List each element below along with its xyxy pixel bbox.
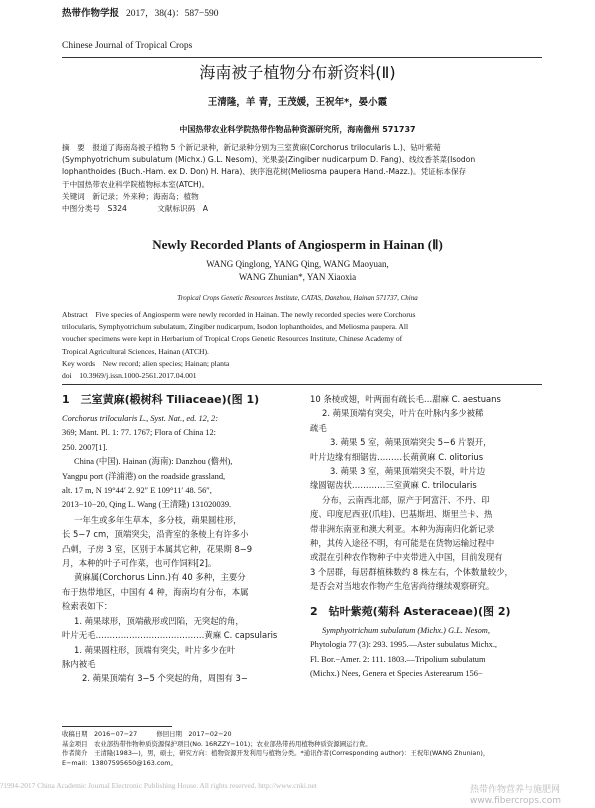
abstract-en-line: Tropical Agricultural Sciences, Hainan (ATCH). — [62, 346, 209, 356]
authors-en — [0, 258, 595, 284]
paper-title-en: Newly Recorded Plants of Angiosperm in Hainan (Ⅱ) — [152, 237, 443, 252]
key-line: 脉内被毛 — [62, 658, 96, 669]
key-line: 2. 蒴果顶端有突尖，叶片在叶脉内多少被稀 — [322, 408, 484, 419]
key-line: 3. 蒴果 5 室，蒴果顶端突尖 5−6 片裂开， — [330, 437, 492, 448]
key-line: 2. 蒴果顶端有 3−5 个突起的角，周围有 3− — [82, 673, 248, 684]
key-line: 叶片无毛…………………………………黄麻 C. capsularis — [62, 630, 278, 641]
left-column — [62, 392, 292, 686]
authors-cn: 王清隆，羊 青，王茂媛，王祝年*，晏小霞 — [207, 97, 388, 108]
body-line: 是否会对当地农作物产生危害尚待继续观察研究。 — [310, 581, 495, 592]
volume-pages: 2017，38(4)：587−590 — [126, 9, 219, 19]
footnote — [62, 730, 542, 768]
body-line: 一年生或多年生草本，多分枝，蒴果圆柱形， — [74, 514, 242, 525]
section-2-heading: 2 钻叶紫菀(菊科 Asteraceae)(图 2) — [310, 604, 511, 618]
watermark: 热带作物营养与施肥网 www.fibercrops.com — [470, 785, 561, 806]
affiliation-cn: 中国热带农业科学院热带作物品种资源研究所，海南儋州 571737 — [179, 125, 416, 134]
doi: doi 10.3969/j.issn.1000-2561.2017.04.001 — [62, 371, 197, 381]
abstract-cn-line: 摘 要 报道了海南岛被子植物 5 个新记录种，新记录种分别为三室黄麻(Corchorus trilocularis L.)、钻叶紫菀 — [62, 143, 441, 152]
body-line: China (中国). Hainan (海南): Danzhou (儋州), — [74, 457, 233, 467]
key-line: 10 条棱或翅，叶两面有疏长毛…甜麻 C. aestuans — [310, 394, 501, 404]
key-line: 1. 蒴果球形，顶端截形或凹陷，无突起的角， — [74, 615, 244, 626]
body-line: 2013−10−20, Qing L. Wang (王清隆) 131020039. — [62, 500, 232, 510]
body-line: Symphyotrichum subulatum (Michx.) G.L. Nesom, — [322, 625, 490, 635]
abstract-cn-line: (Symphyotrichum subulatum (Michx.) G.L. Nesom)、光果姜(Zingiber nudicarpum D. Fang)、线纹香茶菜(Isodon — [62, 155, 476, 165]
body-line: 种，其传入途径不明，有可能是在货物运输过程中 — [310, 538, 495, 549]
journal-name-en: Chinese Journal of Tropical Crops — [62, 41, 193, 51]
body-line: 3 个居群，每居群植株数约 8 株左右，个体数量较少， — [310, 566, 513, 577]
body-line: 检索表如下： — [62, 601, 113, 612]
affiliation-en: Tropical Crops Genetic Resources Institute, CATAS, Danzhou, Hainan 571737, China — [177, 294, 418, 302]
body-line: (Michx.) Nees, Genera et Species Asterearum 156− — [310, 668, 483, 678]
body-line: 250. 2007[1]. — [62, 442, 108, 452]
body-line: 度、印度尼西亚(爪哇)、巴基斯坦、斯里兰卡、热 — [310, 509, 493, 520]
body-line: Corchorus trilocularis L., Syst. Nat., ed. 12, 2: — [62, 414, 219, 423]
body-line: 月，本种的叶子可作菜，也可作饲料[2]。 — [62, 558, 217, 569]
keywords-en: Key words New record; alien species; Hainan; planta — [62, 358, 230, 368]
body-line: 带非洲东南亚和澳大利亚。本种为海南归化新记录 — [310, 523, 495, 534]
authors-en-line: WANG Qinglong, YANG Qing, WANG Maoyuan, — [206, 259, 389, 269]
section-1-heading: 1 三室黄麻(椴树科 Tiliaceae)(图 1) — [62, 393, 260, 406]
copyright-line: ?1994-2017 China Academic Journal Electronic Publishing House. All rights reserved. http://www.cnki.net — [0, 781, 317, 790]
abstract-cn — [62, 142, 542, 215]
body-line: Fl. Bor.−Amer. 2: 111. 1803.—Tripolium subulatum — [310, 654, 486, 664]
abstract-en-line: voucher specimens were kept in Herbarium of Tropical Crops Genetic Resources Institute, Chinese Academy of — [62, 334, 403, 344]
abstract-rule — [62, 384, 542, 385]
key-line: 叶片边缘有细锯齿………长蒴黄麻 C. olitorius — [310, 451, 484, 462]
body-line: Phytologia 77 (3): 293. 1995.—Aster subulatus Michx., — [310, 640, 498, 650]
abstract-cn-line: 于中国热带农业科学院植物标本室(ATCH)。 — [62, 179, 210, 189]
email: E−mail：13807595650@163.com。 — [62, 758, 177, 767]
body-line: 369; Mant. Pl. 1: 77. 1767; Flora of China 12: — [62, 428, 217, 438]
body-line: 黄麻属(Corchorus Linn.)有 40 多种，主要分 — [74, 572, 246, 583]
body-line: 凸刺，子房 3 室，区别于本属其它种，花果期 8−9 — [62, 543, 253, 554]
author-info: 作者简介 王清隆(1983—)，男，硕士，研究方向：植物资源开发利用与植物分类。*通讯作者(Corresponding author)：王祝年(WANG Zhunian)， — [62, 749, 490, 758]
paper-title-cn: 海南被子植物分布新资料(Ⅱ) — [199, 63, 396, 82]
journal-name-cn: 热带作物学报 2017，38(4)：587−590 — [62, 8, 219, 19]
abstract-cn-line: lophanthoides (Buch.-Ham. ex D. Don) H. Hara)、狭序泡花树(Meliosma paupera Hand.-Mazz.)。凭证标本保存 — [62, 167, 467, 177]
abstract-en — [62, 309, 542, 382]
classification-cn: 中图分类号 S324 文献标识码 A — [62, 204, 209, 214]
abstract-en-line: trilocularis, Symphyotrichum subulatum, Zingiber nudicarpum, Isodon lophanthoides, and Meliosma paupera. All — [62, 322, 409, 332]
received-date: 收稿日期 2016−07−27 修回日期 2017−02−20 — [62, 730, 232, 738]
key-line: 3. 蒴果 3 室，蒴果顶端突尖不裂，叶片边 — [330, 466, 486, 477]
body-line: 或混在引种农作物种子中夹带进入中国，目前发现有 — [310, 552, 503, 563]
authors-en-line: WANG Zhunian*, YAN Xiaoxia — [238, 272, 357, 282]
key-line: 缘圆锯齿状…………三室黄麻 C. trilocularis — [310, 480, 477, 491]
body-line: Yangpu port (洋浦港) on the roadside grassland, — [62, 471, 226, 481]
keywords-cn: 关键词 新记录；外来种；海南岛；植物 — [62, 191, 199, 201]
body-line: 分布，云南西北部，原产于阿富汗、不丹、印 — [322, 494, 490, 505]
body-line: alt. 17 m, N 19°44′ 2. 92″ E 109°11′ 48. 56″, — [62, 486, 212, 496]
fund-info: 基金项目 农业部热带作物种质资源保护项目(No. 16RZZY−101)；农业部热带药用植物种质资源圃运行费。 — [62, 739, 372, 748]
footnote-rule — [62, 726, 172, 727]
right-column — [310, 392, 542, 681]
abstract-en-line: Abstract Five species of Angiosperm were newly recorded in Hainan. The newly recorded species were Corchorus — [62, 310, 416, 319]
key-line: 1. 蒴果圆柱形，顶端有突尖，叶片多少在叶 — [74, 644, 236, 655]
body-line: 布于热带地区，中国有 4 种，海南均有分布，本属 — [62, 586, 249, 597]
body-line: 长 5−7 cm，顶端突尖，沿背室的条棱上有许多小 — [62, 529, 249, 540]
header-rule — [62, 57, 542, 58]
key-line: 疏毛 — [310, 422, 327, 433]
